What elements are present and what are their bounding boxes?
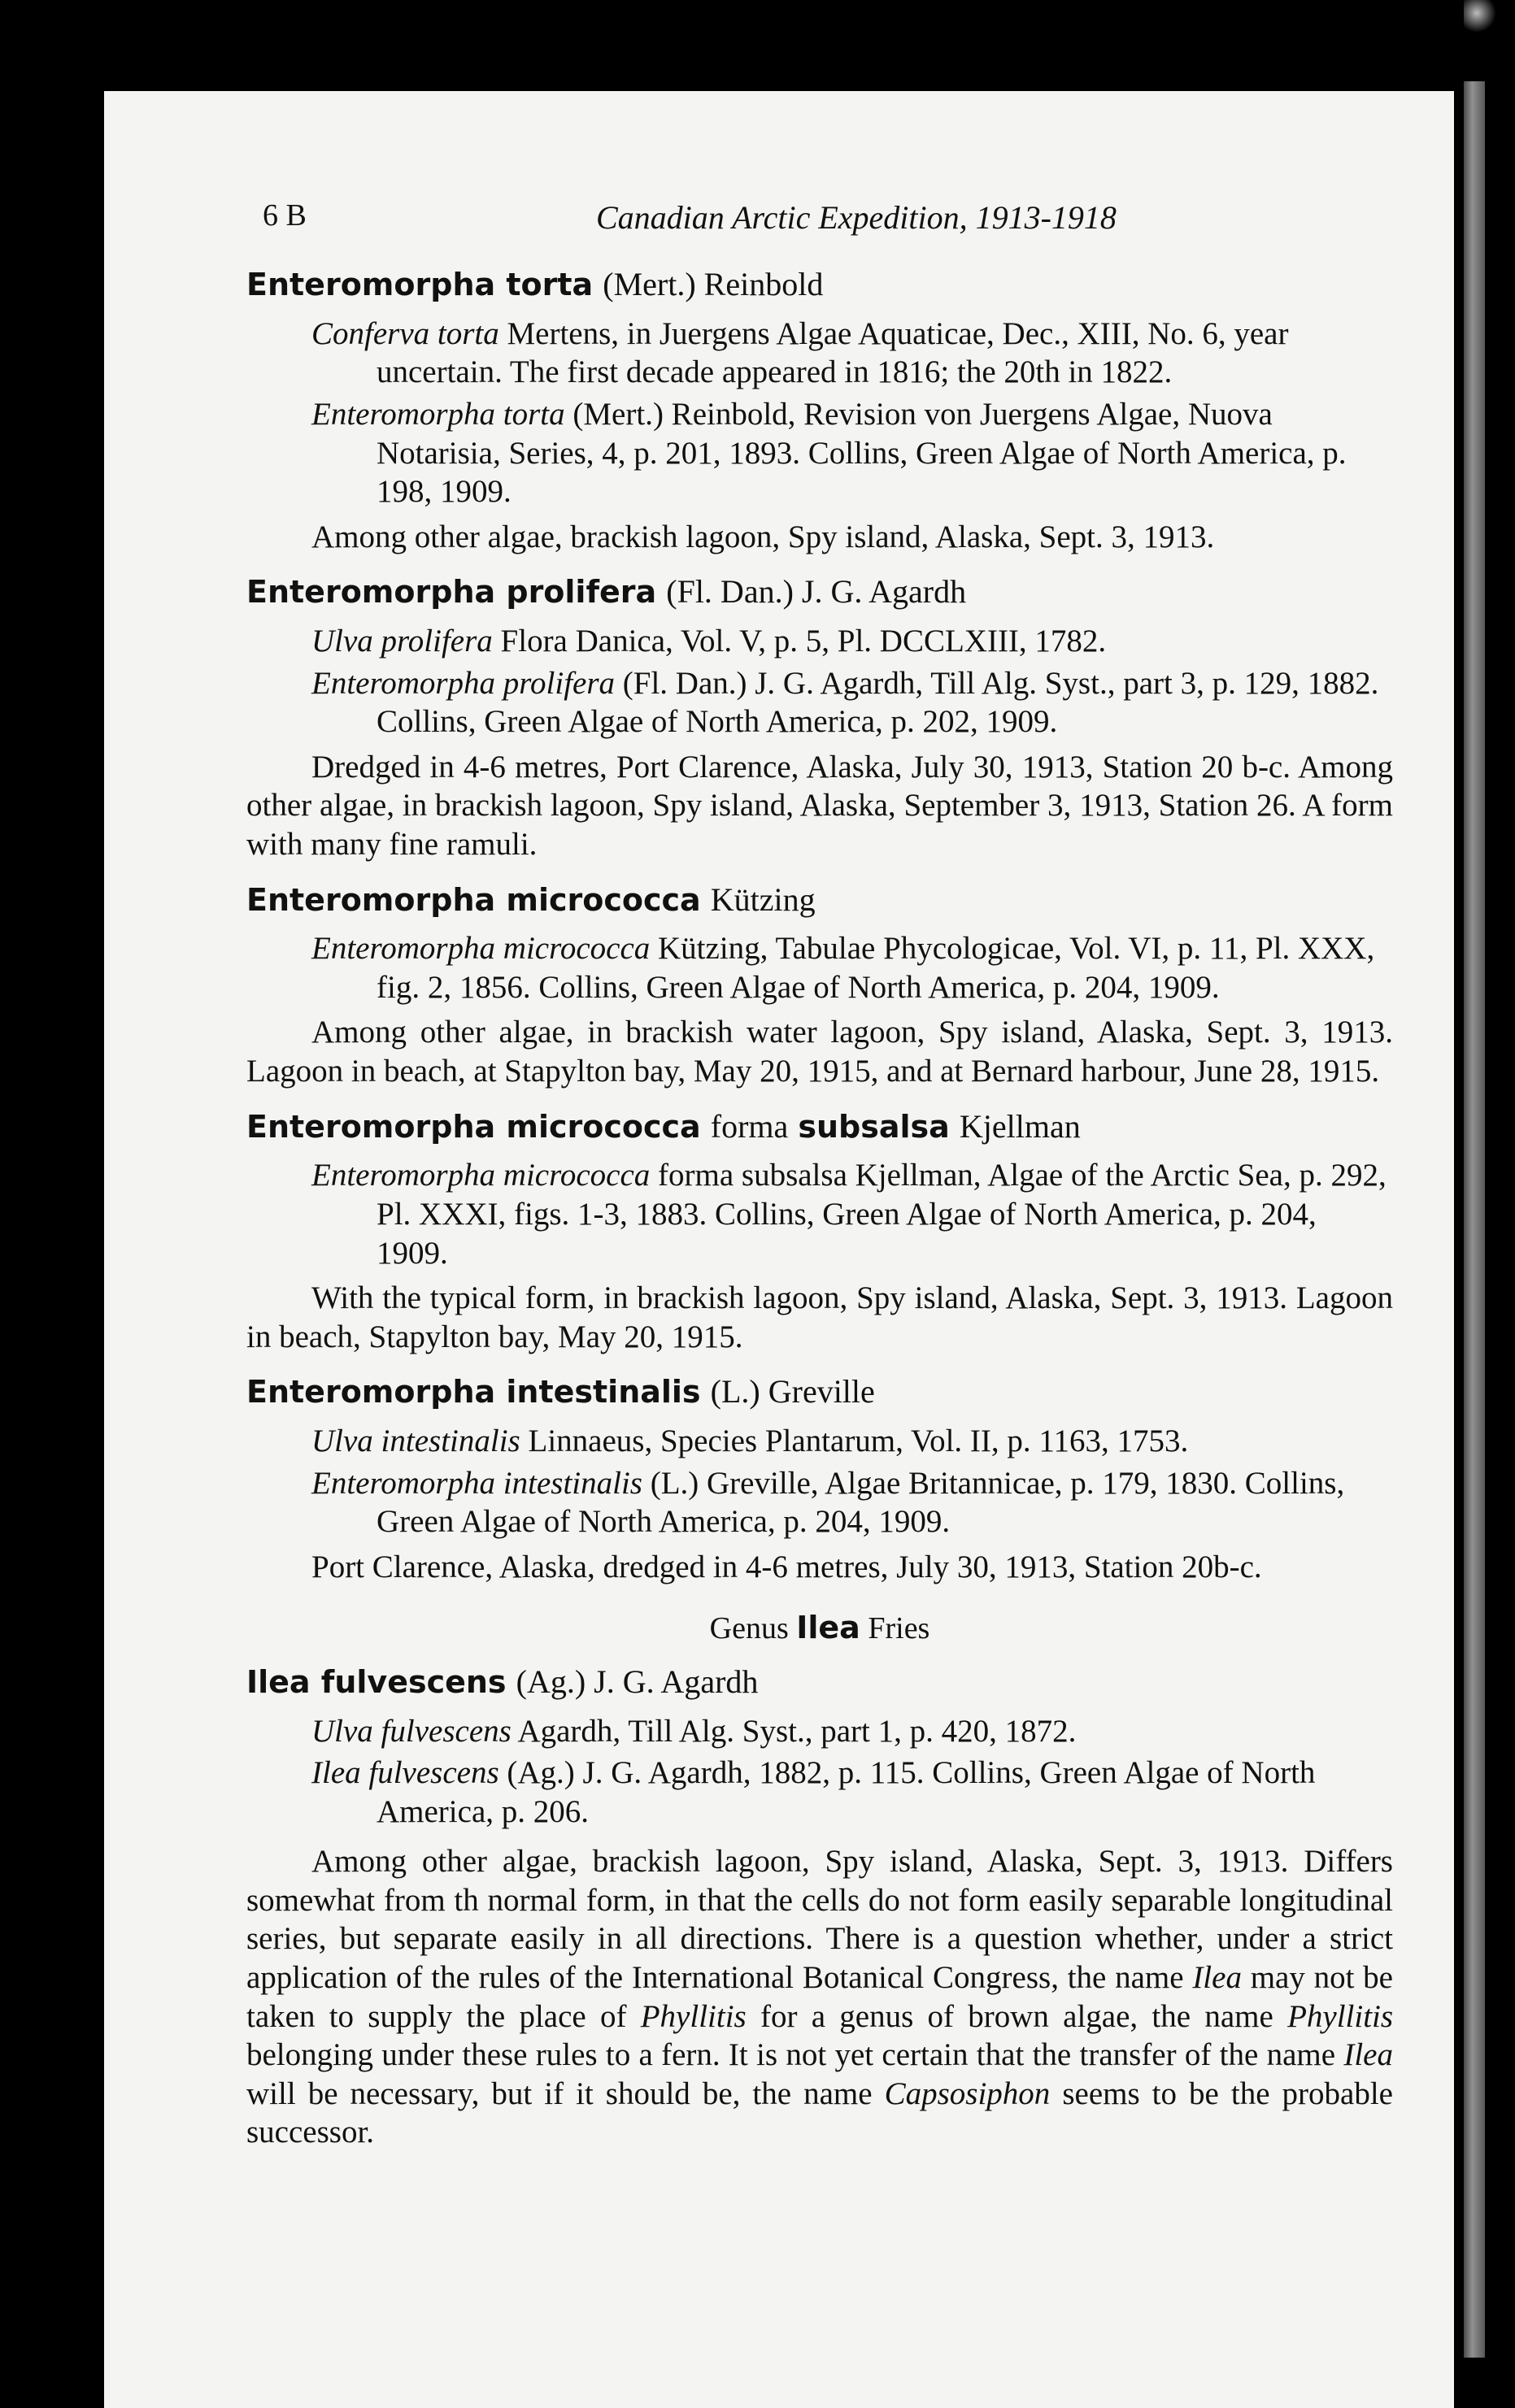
citation xyxy=(246,1712,1393,1751)
page-number: 6 B xyxy=(263,198,307,233)
citation xyxy=(246,929,1393,1006)
citation xyxy=(246,1754,1393,1831)
citation-name: Enteromorpha micrococca xyxy=(311,931,651,967)
citation-text: Agardh, Till Alg. Syst., part 1, p. 420, 1872. xyxy=(517,1713,1077,1749)
paragraph-text: may not be taken to supply the place of xyxy=(246,1960,1393,2034)
citation-name: Ilea fulvescens xyxy=(311,1755,499,1791)
paragraph-italic: Ilea xyxy=(1192,1960,1242,1996)
citation-text: (Mert.) Reinbold, Revision von Juergens Algae, Nuova Notarisia, Series, 4, p. 201, 1893. Collins, Green Algae of North America, p. 198, 1909. xyxy=(377,396,1347,510)
paragraph-text: for a genus of brown algae, the name xyxy=(760,1998,1273,2034)
paragraph-italic: Capsosiphon xyxy=(884,2075,1051,2111)
citation-name: Ulva intestinalis xyxy=(311,1424,520,1459)
species-heading xyxy=(246,572,1393,612)
paragraph-text: Among other algae, brackish lagoon, Spy island, Alaska, Sept. 3, 1913. Differs somewhat from th normal form, in that the cells do not form easily separable longitudinal series, but separate easily in all directions. There is a question whether, under a strict application of the rules of the International Botanical Congress, the name xyxy=(246,1844,1393,1996)
paragraph-italic: Phyllitis xyxy=(1287,1998,1394,2034)
species-authority: (L.) Greville xyxy=(710,1373,875,1410)
citation-text: Flora Danica, Vol. V, p. 5, Pl. DCCLXIII, 1782. xyxy=(500,624,1107,659)
form-name: subsalsa xyxy=(798,1108,950,1145)
citation-name: Conferva torta xyxy=(311,315,499,351)
citation-text: Mertens, in Juergens Algae Aquaticae, Dec., XIII, No. 6, year uncertain. The first decade appeared in 1816; the 20th in 1822. xyxy=(377,315,1289,390)
species-heading xyxy=(246,1663,1393,1702)
genus-prefix: Genus xyxy=(709,1611,789,1646)
citation-name: Ulva fulvescens xyxy=(311,1713,512,1749)
species-name: Enteromorpha intestinalis xyxy=(246,1374,701,1410)
citation xyxy=(246,315,1393,392)
page-content xyxy=(246,197,1393,2184)
species-name: Enteromorpha micrococca xyxy=(246,1108,701,1145)
page-header xyxy=(246,197,1393,246)
species-heading xyxy=(246,1372,1393,1412)
citation-text: (L.) Greville, Algae Britannicae, p. 179, 1830. Collins, Green Algae of North America, p. 204, 1909. xyxy=(377,1465,1345,1540)
species-authority: Kjellman xyxy=(959,1107,1081,1145)
species-name: Enteromorpha prolifera xyxy=(246,574,657,611)
form-label: forma xyxy=(710,1107,789,1145)
citation-name: Enteromorpha intestinalis xyxy=(311,1465,642,1501)
running-title: Canadian Arctic Expedition, 1913-1918 xyxy=(596,199,1117,236)
citation-name: Enteromorpha torta xyxy=(311,396,565,432)
citation xyxy=(246,395,1393,511)
paragraph-text: seems to be the probable successor. xyxy=(246,2075,1393,2150)
collection-note: Port Clarence, Alaska, dredged in 4-6 metres, July 30, 1913, Station 20b-c. xyxy=(311,1549,1262,1584)
species-name: Enteromorpha torta xyxy=(246,267,594,302)
citation-text: (Ag.) J. G. Agardh, 1882, p. 115. Collins, Green Algae of North America, p. 206. xyxy=(377,1755,1316,1829)
discussion-paragraph xyxy=(246,1842,1393,2152)
species-authority: Kützing xyxy=(710,880,816,918)
genus-authority: Fries xyxy=(868,1611,930,1646)
paragraph-italic: Phyllitis xyxy=(640,1998,747,2034)
document-page xyxy=(104,91,1454,2408)
film-speck xyxy=(1464,0,1496,33)
citation-text: Kützing, Tabulae Phycologicae, Vol. VI, p. 11, Pl. XXX, fig. 2, 1856. Collins, Green Algae of North America, p. 204, 1909. xyxy=(377,931,1375,1005)
collection-note: Among other algae, in brackish water lagoon, Spy island, Alaska, Sept. 3, 1913. Lagoon in beach, at Stapylton bay, May 20, 1915, and at Bernard harbour, June 28, 1915. xyxy=(246,1015,1393,1089)
species-authority: (Ag.) J. G. Agardh xyxy=(516,1663,759,1700)
species-entry xyxy=(246,1107,1393,1357)
genus-name: Ilea xyxy=(796,1610,860,1646)
species-heading xyxy=(246,880,1393,920)
species-entry xyxy=(246,880,1393,1091)
species-entry xyxy=(246,1372,1393,1586)
species-name: Ilea fulvescens xyxy=(246,1663,507,1700)
film-edge xyxy=(1464,81,1485,2358)
citation-text: Linnaeus, Species Plantarum, Vol. II, p. 1163, 1753. xyxy=(528,1424,1189,1459)
species-name: Enteromorpha micrococca xyxy=(246,881,701,918)
species-heading xyxy=(246,1107,1393,1147)
citation-name: Enteromorpha prolifera xyxy=(311,665,616,701)
paragraph-text: will be necessary, but if it should be, the name xyxy=(246,2075,873,2111)
genus-heading xyxy=(246,1609,1393,1647)
citation-text: forma subsalsa Kjellman, Algae of the Arctic Sea, p. 292, Pl. XXXI, figs. 1-3, 1883. Collins, Green Algae of North America, p. 204, 1909. xyxy=(377,1158,1387,1271)
paragraph-text: belonging under these rules to a fern. It is not yet certain that the transfer of the name xyxy=(246,2037,1336,2073)
species-entry xyxy=(246,265,1393,556)
species-entry xyxy=(246,1663,1393,2152)
species-authority: (Fl. Dan.) J. G. Agardh xyxy=(666,573,967,611)
citation xyxy=(246,1464,1393,1541)
species-heading xyxy=(246,265,1393,305)
citation-text: (Fl. Dan.) J. G. Agardh, Till Alg. Syst., part 3, p. 129, 1882. Collins, Green Algae of North America, p. 202, 1909. xyxy=(377,665,1379,740)
collection-note: Among other algae, brackish lagoon, Spy island, Alaska, Sept. 3, 1913. xyxy=(311,519,1215,554)
citation xyxy=(246,664,1393,741)
species-entry xyxy=(246,572,1393,863)
species-authority: (Mert.) Reinbold xyxy=(603,266,824,302)
citation-name: Ulva prolifera xyxy=(311,624,493,659)
collection-note: With the typical form, in brackish lagoon, Spy island, Alaska, Sept. 3, 1913. Lagoon in beach, Stapylton bay, May 20, 1915. xyxy=(246,1280,1393,1354)
citation-name: Enteromorpha micrococca xyxy=(311,1158,651,1193)
citation xyxy=(246,622,1393,661)
collection-note: Dredged in 4-6 metres, Port Clarence, Alaska, July 30, 1913, Station 20 b-c. Among other algae, in brackish lagoon, Spy island, Alaska, September 3, 1913, Station 26. A form with many fine ramuli. xyxy=(246,749,1393,862)
paragraph-italic: Ilea xyxy=(1343,2037,1393,2073)
citation xyxy=(246,1156,1393,1272)
citation xyxy=(246,1422,1393,1461)
